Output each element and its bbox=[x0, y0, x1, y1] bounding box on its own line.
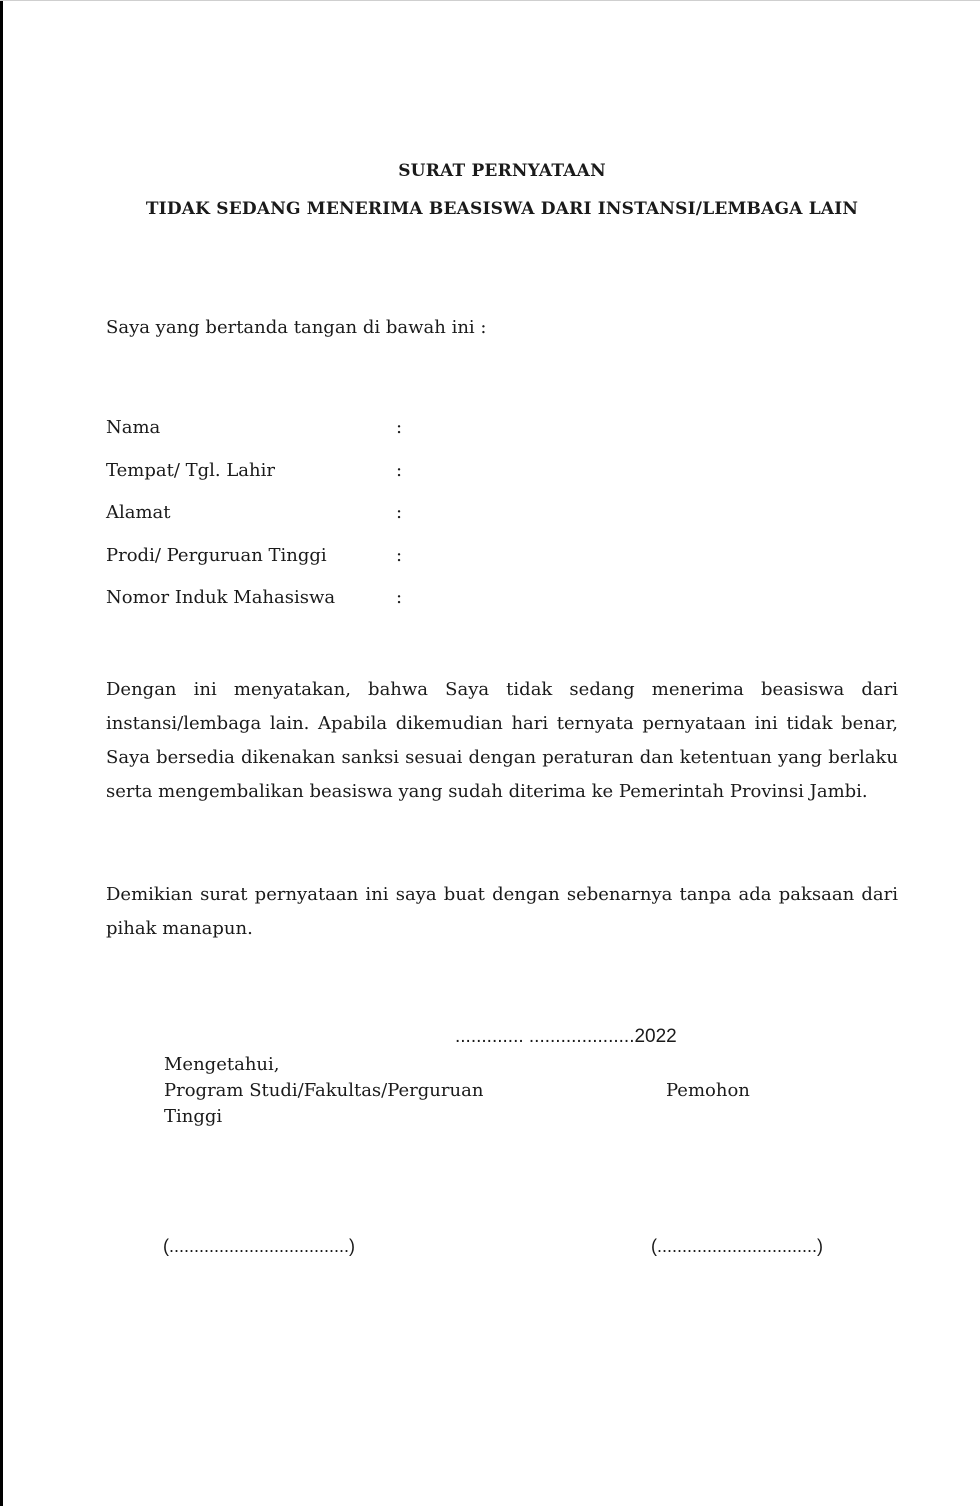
institution-role-line-1: Program Studi/Fakultas/Perguruan bbox=[164, 1080, 484, 1101]
institution-role-line-2: Tinggi bbox=[164, 1106, 223, 1127]
field-label: Prodi/ Perguruan Tinggi bbox=[106, 544, 327, 566]
page-top-edge bbox=[0, 0, 980, 1]
field-separator: : bbox=[396, 502, 403, 523]
right-signature-name-slot: (................................) bbox=[651, 1236, 824, 1256]
document-title: SURAT PERNYATAAN bbox=[398, 161, 606, 181]
closing-paragraph: Demikian surat pernyataan ini saya buat dengan sebenarnya tanpa ada paksaan dari pihak manapun. bbox=[106, 884, 898, 939]
acknowledgement-heading: Mengetahui, bbox=[164, 1054, 280, 1075]
applicant-role: Pemohon bbox=[666, 1080, 750, 1101]
identity-fields bbox=[106, 417, 506, 630]
signature-block-right bbox=[666, 1078, 750, 1104]
field-label: Alamat bbox=[106, 502, 171, 523]
intro-text: Saya yang bertanda tangan di bawah ini : bbox=[106, 317, 487, 338]
field-row-tempat-tgl-lahir bbox=[106, 460, 506, 503]
field-label: Nomor Induk Mahasiswa bbox=[106, 587, 336, 608]
field-row-nama bbox=[106, 417, 506, 460]
field-separator: : bbox=[396, 587, 403, 608]
field-separator: : bbox=[396, 459, 403, 481]
left-signature-name-slot: (....................................) bbox=[163, 1236, 356, 1256]
field-separator: : bbox=[396, 417, 403, 438]
statement-paragraph: Dengan ini menyatakan, bahwa Saya tidak sedang menerima beasiswa dari instansi/lembaga lain. Apabila dikemudian hari ternyata pernyataan ini tidak benar, Saya bersedia dikenakan sanksi sesuai dengan peraturan dan ketentuan yang berlaku serta mengembalikan beasiswa yang sudah diterima ke Pemerintah Provinsi Jambi. bbox=[106, 679, 898, 802]
document-subtitle: TIDAK SEDANG MENERIMA BEASISWA DARI INSTANSI/LEMBAGA LAIN bbox=[145, 199, 859, 219]
date-line: ............. ....................2022 bbox=[455, 1026, 677, 1047]
field-separator: : bbox=[396, 544, 403, 566]
field-label: Tempat/ Tgl. Lahir bbox=[106, 459, 275, 481]
field-row-alamat bbox=[106, 502, 506, 545]
field-row-nim bbox=[106, 587, 506, 630]
field-label: Nama bbox=[106, 417, 161, 438]
field-row-prodi bbox=[106, 545, 506, 588]
signature-block-left bbox=[164, 1052, 534, 1130]
page-left-edge bbox=[0, 0, 3, 1506]
